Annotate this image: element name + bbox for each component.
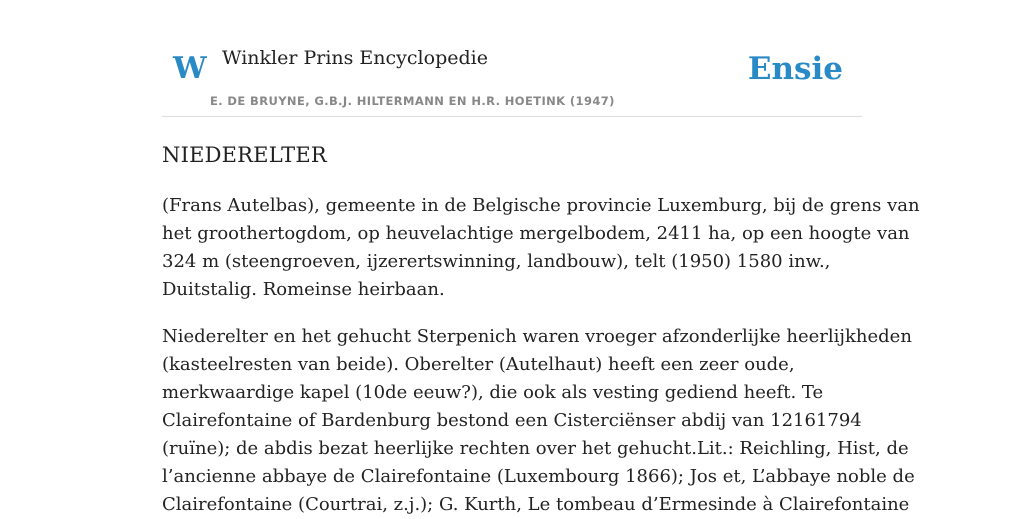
paragraph-line: 324 m (steengroeven, ijzerertswinning, landbouw), telt (1950) 1580 inw., [162,251,831,272]
entry-paragraph-2 [162,323,915,519]
paragraph-line: (ruïne); de abdis bezat heerlijke rechten over het gehucht.Lit.: Reichling, Hist, de [162,438,909,459]
site-header [162,0,862,117]
entry-paragraph-1 [162,192,920,304]
brand-logo[interactable]: Ensie [747,51,843,87]
authors-line: E. DE BRUYNE, G.B.J. HILTERMANN EN H.R. HOETINK (1947) [210,94,615,108]
paragraph-line: (kasteelresten van beide). Oberelter (Autelhaut) heeft een zeer oude, [162,354,795,375]
paragraph-line: Duitstalig. Romeinse heirbaan. [162,279,445,300]
paragraph-line: Clairefontaine (Courtrai, z.j.); G. Kurth, Le tombeau d’Ermesinde à Clairefontaine [162,494,910,515]
paragraph-line: het groothertogdom, op heuvelachtige mergelbodem, 2411 ha, op een hoogte van [162,223,910,244]
paragraph-line: (Frans Autelbas), gemeente in de Belgische provincie Luxemburg, bij de grens van [162,195,920,216]
encyclopedia-title[interactable]: Winkler Prins Encyclopedie [222,47,488,69]
paragraph-line: merkwaardige kapel (10de eeuw?), die ook als vesting gediend heeft. Te [162,382,824,403]
paragraph-line: Niederelter en het gehucht Sterpenich waren vroeger afzonderlijke heerlijkheden [162,326,912,347]
paragraph-line: Clairefontaine of Bardenburg bestond een Cisterciënser abdij van 12161794 [162,410,862,431]
entry-title: NIEDERELTER [162,143,327,167]
paragraph-line: l’ancienne abbaye de Clairefontaine (Luxembourg 1866); Jos et, L’abbaye noble de [162,466,915,487]
page [162,0,920,515]
site-logo[interactable]: W [173,51,207,86]
